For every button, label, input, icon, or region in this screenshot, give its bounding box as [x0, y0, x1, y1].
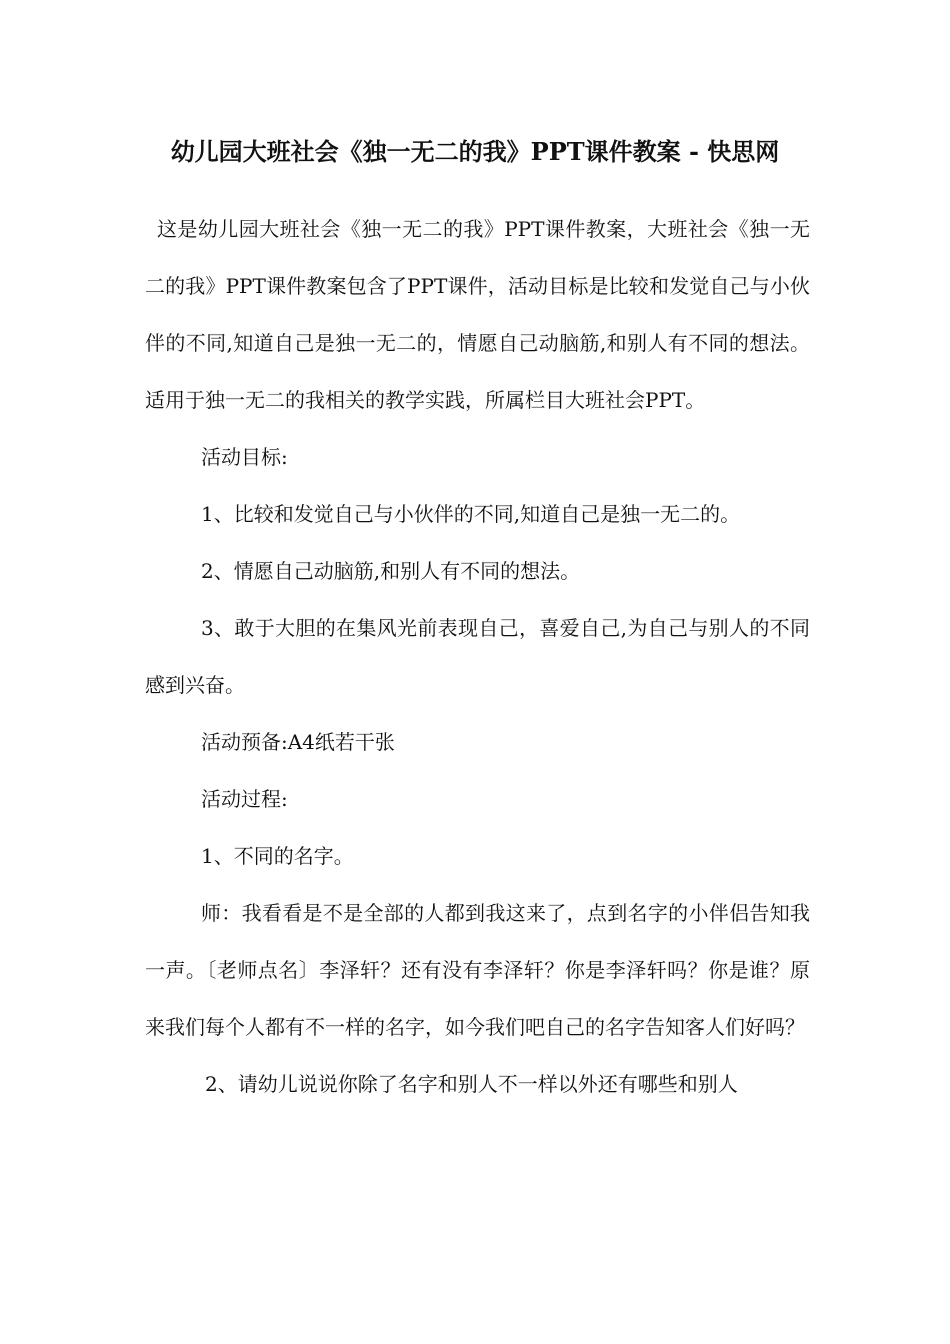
paragraph-goal-3: 3、敢于大胆的在集风光前表现自己，喜爱自己,为自己与别人的不同感到兴奋。: [145, 616, 810, 697]
paragraph-preparation: 活动预备:A4纸若干张: [201, 730, 395, 754]
document-body: [145, 201, 810, 1113]
paragraph-step-2: 2、请幼儿说说你除了名字和别人不一样以外还有哪些和别人: [205, 1072, 738, 1096]
paragraph-goal-2: 2、情愿自己动脑筋,和别人有不同的想法。: [201, 559, 581, 583]
document-title: 幼儿园大班社会《独一无二的我》PPT课件教案 - 快思网: [170, 137, 780, 166]
paragraph-teacher-dialogue: 师：我看看是不是全部的人都到我这来了，点到名字的小伴侣告知我一声。〔老师点名〕李泽轩？还有没有李泽轩？你是李泽轩吗？你是谁？原来我们每个人都有不一样的名字，如今我们吧自己的名字告知客人们好吗？: [145, 901, 810, 1039]
paragraph-step-1: 1、不同的名字。: [201, 844, 354, 868]
paragraph-goal-1: 1、比较和发觉自己与小伙伴的不同,知道自己是独一无二的。: [201, 502, 741, 526]
paragraph-process-heading: 活动过程:: [201, 787, 288, 811]
paragraph-activity-goals-heading: 活动目标:: [201, 445, 288, 469]
intro-paragraph: 这是幼儿园大班社会《独一无二的我》PPT课件教案，大班社会《独一无二的我》PPT课件教案包含了PPT课件，活动目标是比较和发觉自己与小伙伴的不同,知道自己是独一无二的，情愿自己动脑筋,和别人有不同的想法。适用于独一无二的我相关的教学实践，所属栏目大班社会PPT。: [145, 217, 810, 412]
